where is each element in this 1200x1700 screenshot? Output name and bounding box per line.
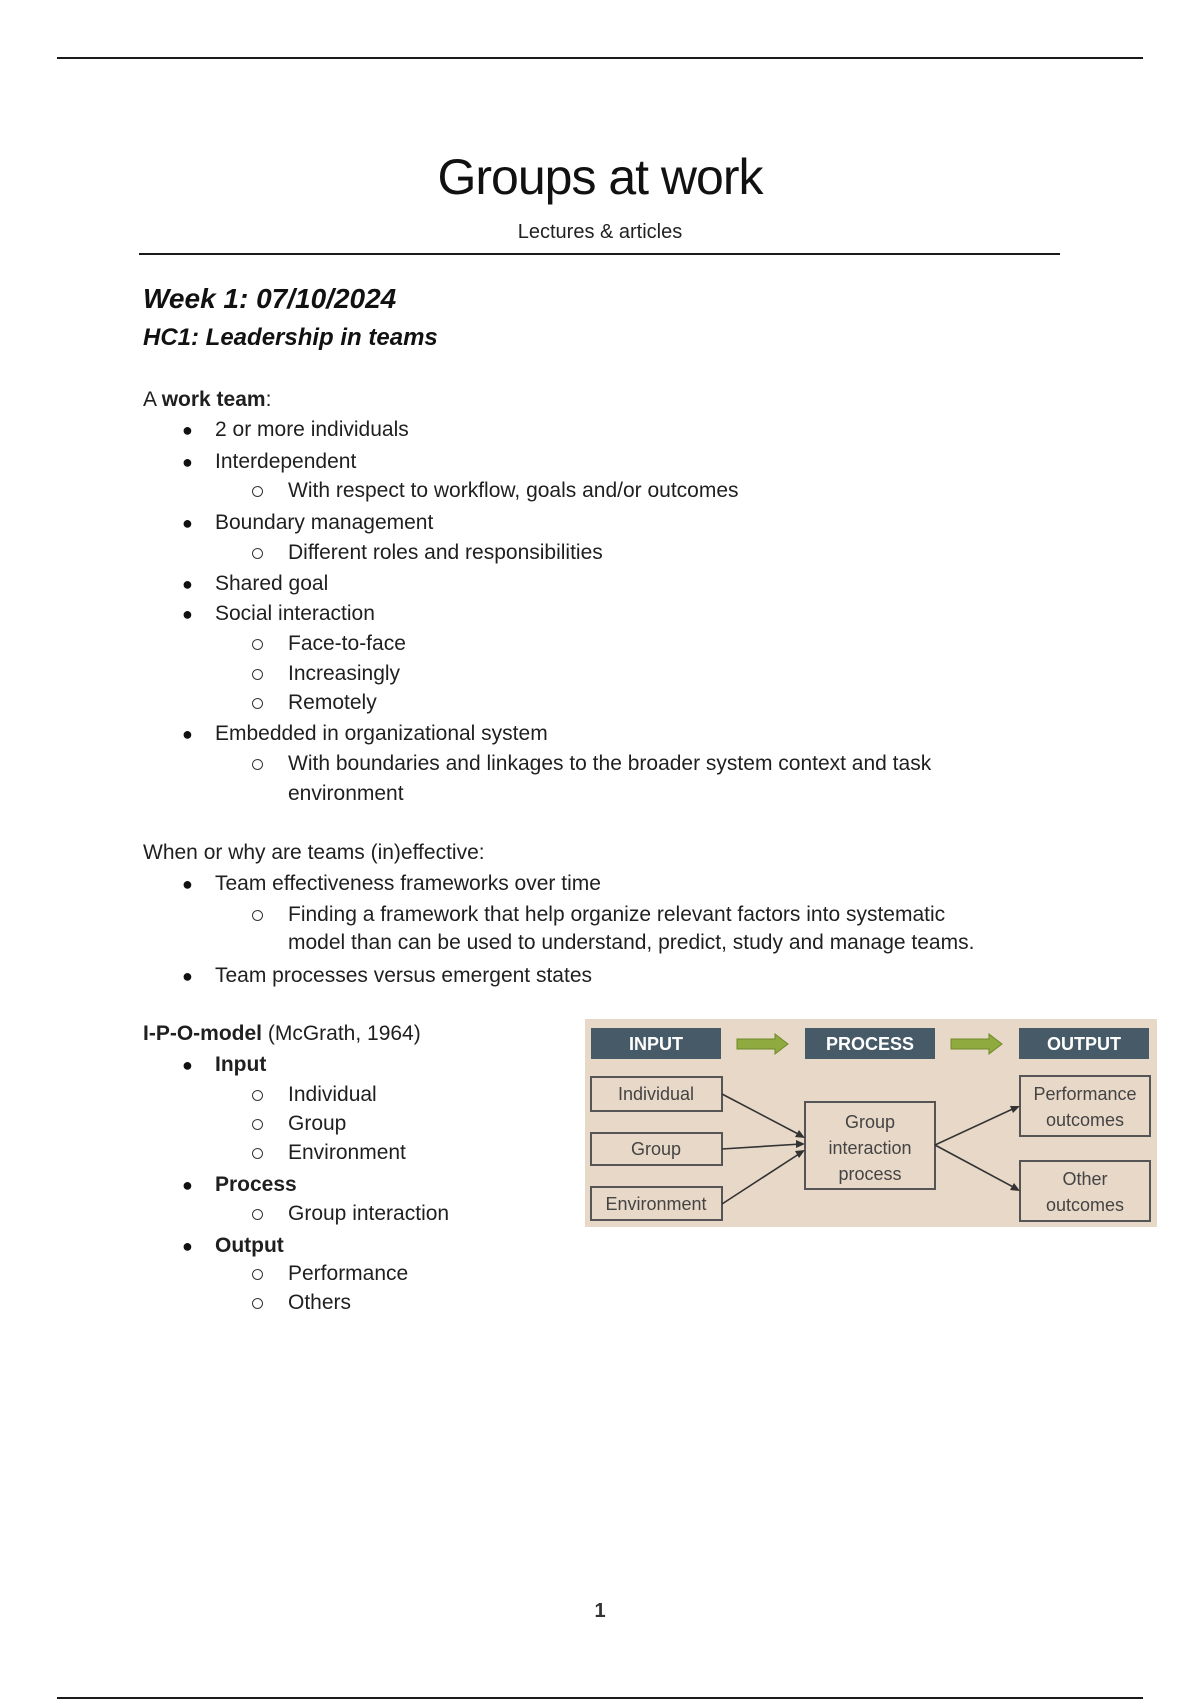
diagram-process-label-line2: interaction bbox=[828, 1138, 912, 1158]
ipo-diagram bbox=[585, 1019, 1157, 1227]
page-bottom-rule bbox=[57, 1697, 1143, 1699]
page-number: 1 bbox=[594, 1600, 606, 1622]
bullet-icon: ● bbox=[182, 874, 193, 894]
diagram-process-label-line3: process bbox=[838, 1164, 902, 1184]
bullet-icon: ● bbox=[182, 1055, 193, 1075]
diagram-header-input-label: INPUT bbox=[629, 1034, 683, 1054]
list-item: Output bbox=[215, 1234, 284, 1257]
diagram-header-process-label: PROCESS bbox=[825, 1034, 915, 1054]
list-item: With respect to workflow, goals and/or outcomes bbox=[288, 479, 739, 502]
list-item: Individual bbox=[288, 1083, 377, 1106]
list-item: Group bbox=[288, 1112, 347, 1135]
list-item: Others bbox=[288, 1291, 352, 1314]
list-item-continuation: model than can be used to understand, predict, study and manage teams. bbox=[288, 931, 975, 954]
list-item: Team processes versus emergent states bbox=[215, 964, 592, 987]
work-team-intro bbox=[143, 386, 271, 414]
bullet-icon: ● bbox=[182, 1236, 193, 1256]
week-heading: Week 1: 07/10/2024 bbox=[143, 283, 397, 314]
list-item: Different roles and responsibilities bbox=[288, 541, 603, 564]
sub-bullet-icon bbox=[252, 910, 263, 921]
list-item: Performance bbox=[288, 1262, 409, 1285]
intro-suffix: : bbox=[265, 388, 272, 411]
diagram-process-label-line1: Group bbox=[844, 1112, 896, 1132]
sub-bullet-icon bbox=[252, 669, 263, 680]
intro-prefix: A bbox=[143, 388, 162, 411]
list-item: Embedded in organizational system bbox=[215, 722, 548, 745]
lecture-heading: HC1: Leadership in teams bbox=[143, 324, 438, 351]
sub-bullet-icon bbox=[252, 639, 263, 650]
ipo-title-bold: I-P-O-model bbox=[143, 1022, 262, 1045]
bullet-icon: ● bbox=[182, 452, 193, 472]
list-item: Shared goal bbox=[215, 572, 329, 595]
sub-bullet-icon bbox=[252, 698, 263, 709]
list-item-continuation: environment bbox=[288, 782, 404, 805]
bullet-icon: ● bbox=[182, 724, 193, 744]
list-item: Input bbox=[215, 1053, 267, 1076]
diagram-input-group-label: Group bbox=[630, 1139, 682, 1159]
diagram-input-environment-label: Environment bbox=[605, 1194, 707, 1214]
bullet-icon: ● bbox=[182, 1175, 193, 1195]
list-item: 2 or more individuals bbox=[215, 418, 409, 441]
sub-bullet-icon bbox=[252, 1209, 263, 1220]
sub-bullet-icon bbox=[252, 759, 263, 770]
diagram-output-other-line1: Other bbox=[1062, 1169, 1108, 1189]
diagram-output-performance-line2: outcomes bbox=[1045, 1110, 1125, 1130]
bullet-icon: ● bbox=[182, 574, 193, 594]
sub-bullet-icon bbox=[252, 1269, 263, 1280]
sub-bullet-icon bbox=[252, 486, 263, 497]
sub-bullet-icon bbox=[252, 1090, 263, 1101]
list-item: Social interaction bbox=[215, 602, 375, 625]
document-title: Groups at work bbox=[437, 149, 763, 205]
list-item: Group interaction bbox=[288, 1202, 450, 1225]
bullet-icon: ● bbox=[182, 604, 193, 624]
list-item: With boundaries and linkages to the broader system context and task bbox=[288, 752, 932, 775]
sub-bullet-icon bbox=[252, 1298, 263, 1309]
bullet-icon: ● bbox=[182, 966, 193, 986]
ipo-title-citation: (McGrath, 1964) bbox=[262, 1022, 421, 1045]
list-item: Finding a framework that help organize relevant factors into systematic bbox=[288, 903, 946, 926]
list-item: Remotely bbox=[288, 691, 377, 714]
page-top-rule bbox=[57, 57, 1143, 59]
sub-bullet-icon bbox=[252, 548, 263, 559]
list-item: Interdependent bbox=[215, 450, 357, 473]
list-item: Environment bbox=[288, 1141, 406, 1164]
sub-bullet-icon bbox=[252, 1119, 263, 1130]
bullet-icon: ● bbox=[182, 420, 193, 440]
diagram-input-individual-label: Individual bbox=[617, 1084, 695, 1104]
list-item: Face-to-face bbox=[288, 632, 406, 655]
ipo-title bbox=[143, 1020, 421, 1048]
effectiveness-intro: When or why are teams (in)effective: bbox=[143, 841, 485, 864]
list-item: Process bbox=[215, 1173, 297, 1196]
intro-bold-term: work team bbox=[161, 388, 266, 411]
diagram-header-output-label: OUTPUT bbox=[1047, 1034, 1121, 1054]
list-item: Increasingly bbox=[288, 662, 401, 685]
sub-bullet-icon bbox=[252, 1148, 263, 1159]
document-subtitle: Lectures & articles bbox=[517, 221, 683, 243]
diagram-output-performance-line1: Performance bbox=[1033, 1084, 1137, 1104]
subtitle-rule bbox=[139, 253, 1060, 255]
bullet-icon: ● bbox=[182, 513, 193, 533]
diagram-output-other-line2: outcomes bbox=[1045, 1195, 1125, 1215]
list-item: Team effectiveness frameworks over time bbox=[215, 872, 601, 895]
list-item: Boundary management bbox=[215, 511, 434, 534]
